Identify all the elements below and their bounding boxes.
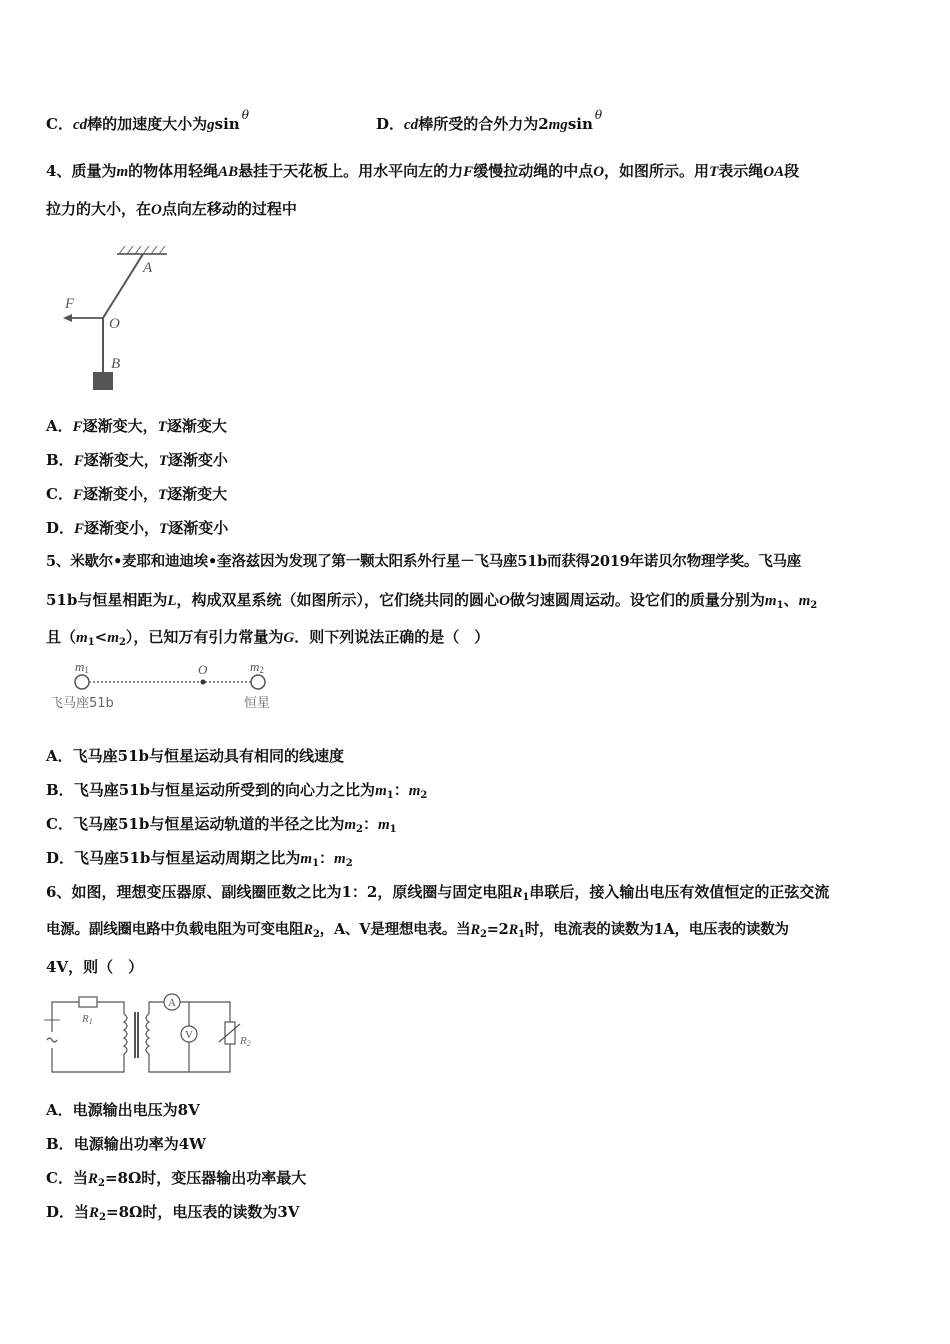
q6-option-b: B．电源输出功率为4W xyxy=(46,1135,206,1153)
secondary-wire-top xyxy=(149,1002,164,1014)
q4-option-b: B．F逐渐变大，T逐渐变小 xyxy=(46,451,228,469)
variable-arrow xyxy=(219,1024,240,1042)
label-o: O xyxy=(109,316,120,332)
q4-option-c: C．F逐渐变小，T逐渐变大 xyxy=(46,485,228,503)
q5-option-d: D．飞马座51b与恒星运动周期之比为$m_1$：$m_2$ xyxy=(46,849,353,869)
label-r2: R2 xyxy=(240,1035,251,1048)
q6-option-a: A．电源输出电压为8V xyxy=(46,1101,200,1119)
q5-option-c: C．飞马座51b与恒星运动轨道的半径之比为$m_2$：$m_1$ xyxy=(46,815,397,835)
center-o-dot xyxy=(201,680,206,685)
star-circle xyxy=(251,675,265,689)
mass-block xyxy=(93,372,113,390)
label-b: B xyxy=(111,356,121,372)
label-star-name: 恒星 xyxy=(244,696,271,711)
label-a: A xyxy=(143,260,153,276)
planet-circle xyxy=(75,675,89,689)
q6-stem-line3: 4V，则（ ） xyxy=(46,958,144,976)
label-planet-name: 飞马座51b xyxy=(50,696,114,711)
label-r1: R1 xyxy=(82,1013,93,1026)
q6-option-d: D．当$R_2=8\Omega$时，电压表的读数为3V xyxy=(46,1203,300,1223)
q5-stem-line2: 51b与恒星相距为L，构成双星系统（如图所示），它们绕共同的圆心O做匀速圆周运动。设它们的质量分别为$m_1$、$m_2$ xyxy=(46,591,818,611)
q4-option-d: D．F逐渐变小，T逐渐变小 xyxy=(46,519,229,537)
q6-transformer-circuit xyxy=(44,992,274,1078)
secondary-coil xyxy=(146,1014,149,1054)
primary-wire-top-right xyxy=(97,1002,124,1014)
q6-stem-line1: 6、如图，理想变压器原、副线圈匝数之比为1：2，原线圈与固定电阻$R_1$串联后，接入输出电压有效值恒定的正弦交流 xyxy=(46,883,830,903)
q3-option-c: C．cd棒的加速度大小为gsin $^\theta$ xyxy=(46,108,249,133)
q4-rope-figure xyxy=(55,240,175,400)
q4-option-a: A．F逐渐变大，T逐渐变大 xyxy=(46,417,227,435)
q5-option-b: B．飞马座51b与恒星运动所受到的向心力之比为$m_1$：$m_2$ xyxy=(46,781,428,801)
q6-stem-line2: 电源。副线圈电路中负载电阻为可变电阻$R_2$，A、V是理想电表。当$R_2=2R_1$时，电流表的读数为1A，电压表的读数为 xyxy=(46,921,789,940)
primary-wire-bottom xyxy=(52,1048,124,1072)
ac-source-icon xyxy=(47,1038,57,1042)
label-ammeter: A xyxy=(168,997,176,1009)
q4-stem-line1: 4、质量为m的物体用轻绳AB悬挂于天花板上。用水平向左的力F缓慢拉动绳的中点O，如图所示。用T表示绳OA段 xyxy=(46,162,800,180)
primary-coil xyxy=(124,1014,127,1054)
q6-option-c: C．当$R_2=8\Omega$时，变压器输出功率最大 xyxy=(46,1169,307,1189)
secondary-wire-right xyxy=(180,1002,230,1022)
q5-option-a: A．飞马座51b与恒星运动具有相同的线速度 xyxy=(46,747,345,765)
ceiling-hatch xyxy=(119,246,165,254)
primary-wire-top-left xyxy=(52,1002,79,1032)
q5-stem-line3: 且$(m_1<m_2)$，已知万有引力常量为G．则下列说法正确的是（ ） xyxy=(46,628,490,648)
q4-stem-line2: 拉力的大小，在O点向左移动的过程中 xyxy=(46,200,297,218)
label-voltmeter: V xyxy=(185,1029,193,1041)
q5-binary-star-figure xyxy=(48,660,288,716)
label-m2: m2 xyxy=(250,659,264,675)
resistor-r1 xyxy=(79,997,97,1007)
q5-stem-line1: 5、米歇尔•麦耶和迪迪埃•奎洛兹因为发现了第一颗太阳系外行星－飞马座51b而获得2019年诺贝尔物理学奖。飞马座 xyxy=(46,553,802,570)
rope-oa xyxy=(103,254,143,318)
label-f: F xyxy=(65,296,75,312)
arrowhead-icon xyxy=(63,314,72,322)
q3-option-d: D．cd棒所受的合外力为2mgsin $^\theta$ xyxy=(376,108,603,133)
label-m1: m1 xyxy=(75,659,89,675)
label-o: O xyxy=(198,662,208,677)
